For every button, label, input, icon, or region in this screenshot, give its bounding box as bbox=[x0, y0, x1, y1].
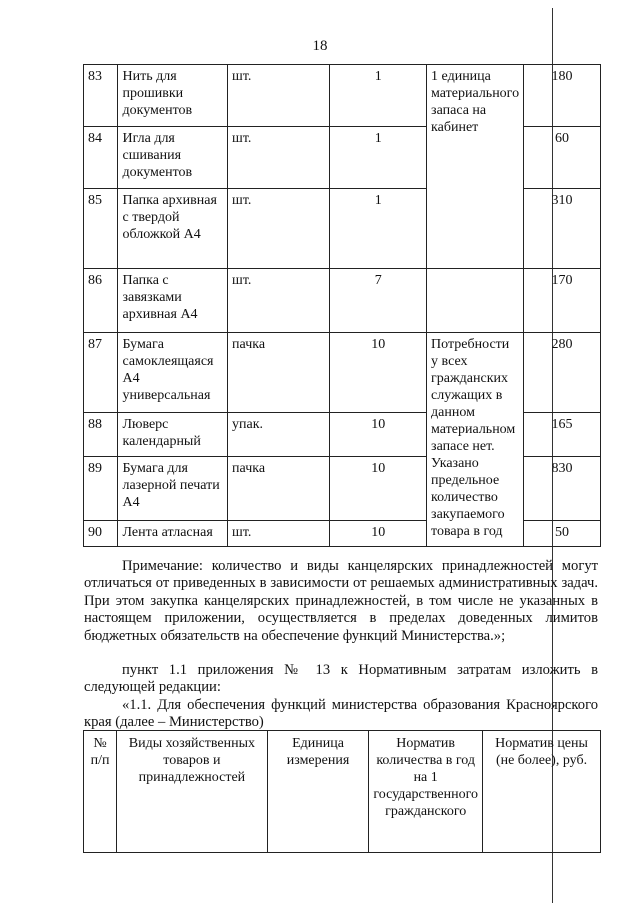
item-qty: 10 bbox=[330, 457, 427, 521]
item-unit: шт. bbox=[228, 269, 330, 333]
item-name: Люверс календарный bbox=[118, 413, 228, 457]
item-qty: 10 bbox=[330, 413, 427, 457]
item-qty: 10 bbox=[330, 521, 427, 547]
item-price: 170 bbox=[524, 269, 601, 333]
item-unit: пачка bbox=[228, 457, 330, 521]
item-name: Бумага самоклеящаяся А4 универсальная bbox=[118, 333, 228, 413]
item-price: 280 bbox=[524, 333, 601, 413]
item-unit: пачка bbox=[228, 333, 330, 413]
table-row bbox=[84, 333, 601, 413]
item-qty: 1 bbox=[330, 127, 427, 189]
item-name: Игла для сшивания документов bbox=[118, 127, 228, 189]
item-qty: 10 bbox=[330, 333, 427, 413]
row-number: 86 bbox=[84, 269, 118, 333]
item-unit: шт. bbox=[228, 521, 330, 547]
page-number: 18 bbox=[312, 38, 328, 54]
item-price: 60 bbox=[524, 127, 601, 189]
col-header-norm-qty: Норматив количества в год на 1 государственного гражданского bbox=[369, 731, 483, 853]
item-name: Бумага для лазерной печати А4 bbox=[118, 457, 228, 521]
item-name: Папка архивная с твердой обложкой А4 bbox=[118, 189, 228, 269]
item-price: 180 bbox=[524, 65, 601, 127]
col-header-unit: Единица измерения bbox=[267, 731, 369, 853]
item-note: Потребности у всех гражданских служащих в данном материальном запасе нет. Указано предельное количество закупаемого товара в год bbox=[427, 333, 524, 547]
col-header-norm-price: Норматив цены (не более), руб. bbox=[483, 731, 601, 853]
item-price: 165 bbox=[524, 413, 601, 457]
item-unit: шт. bbox=[228, 65, 330, 127]
item-note: 1 единица материального запаса на кабинет bbox=[427, 65, 524, 189]
table-row bbox=[84, 269, 601, 333]
item-price: 310 bbox=[524, 189, 601, 269]
note-paragraph: Примечание: количество и виды канцелярских принадлежностей могут отличаться от приведенных в зависимости от решаемых административных задач. При этом закупка канцелярских принадлежностей, в том числе не указанных в настоящем приложении, осуществляется в пределах доведенных лимитов бюджетных обязательств на обеспечение функций Министерства.»; bbox=[84, 558, 598, 644]
item-qty: 1 bbox=[330, 189, 427, 269]
table-row bbox=[84, 65, 601, 127]
row-number: 89 bbox=[84, 457, 118, 521]
row-number: 90 bbox=[84, 521, 118, 547]
table-row bbox=[84, 457, 601, 521]
norms-table bbox=[83, 730, 601, 853]
amendment-paragraph: пункт 1.1 приложения № 13 к Нормативным затратам изложить в следующей редакции: bbox=[84, 662, 598, 696]
col-header-num: № п/п bbox=[84, 731, 117, 853]
item-unit: шт. bbox=[228, 189, 330, 269]
row-number: 84 bbox=[84, 127, 118, 189]
item-note-empty bbox=[427, 269, 524, 333]
item-name: Лента атласная bbox=[118, 521, 228, 547]
row-number: 85 bbox=[84, 189, 118, 269]
row-number: 87 bbox=[84, 333, 118, 413]
item-note-empty bbox=[427, 189, 524, 269]
clause-paragraph: «1.1. Для обеспечения функций министерства образования Красноярского края (далее – Министерство) bbox=[84, 697, 598, 731]
item-unit: упак. bbox=[228, 413, 330, 457]
supplies-table bbox=[83, 64, 601, 547]
item-qty: 1 bbox=[330, 65, 427, 127]
row-number: 88 bbox=[84, 413, 118, 457]
col-header-kind: Виды хозяйственных товаров и принадлежностей bbox=[117, 731, 268, 853]
table-row bbox=[84, 127, 601, 189]
item-price: 50 bbox=[524, 521, 601, 547]
table-row bbox=[84, 413, 601, 457]
table-row bbox=[84, 521, 601, 547]
item-unit: шт. bbox=[228, 127, 330, 189]
header-row bbox=[84, 731, 601, 853]
table-row bbox=[84, 189, 601, 269]
item-name: Папка с завязками архивная А4 bbox=[118, 269, 228, 333]
item-qty: 7 bbox=[330, 269, 427, 333]
row-number: 83 bbox=[84, 65, 118, 127]
item-price: 830 bbox=[524, 457, 601, 521]
item-name: Нить для прошивки документов bbox=[118, 65, 228, 127]
